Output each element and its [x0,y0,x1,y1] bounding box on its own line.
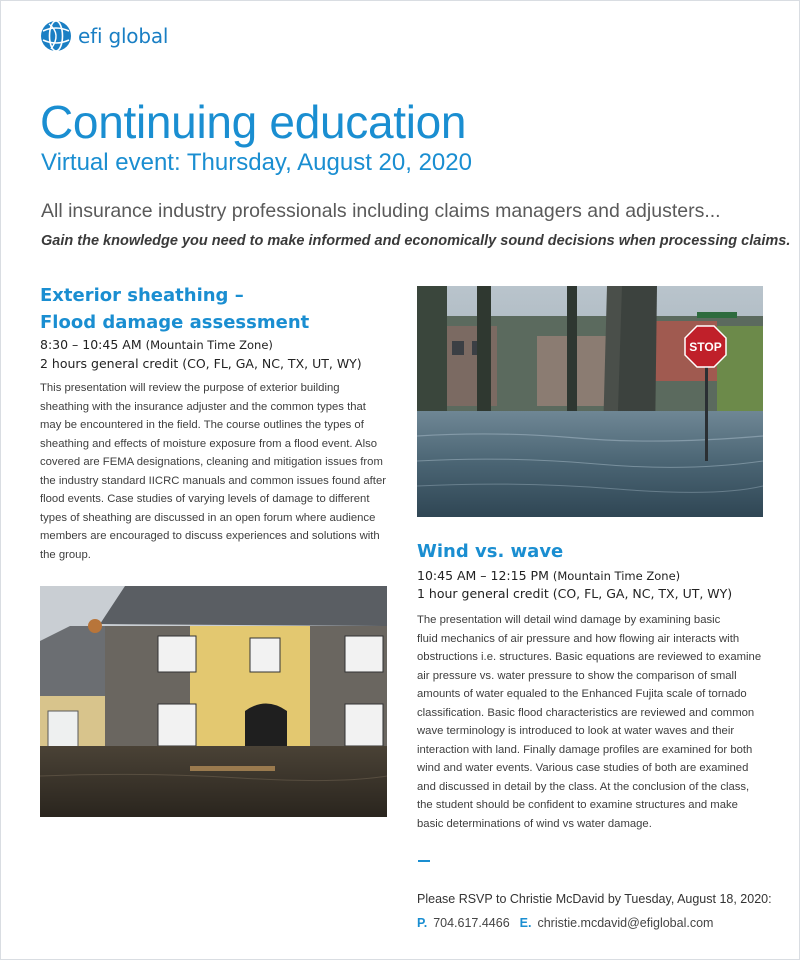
desc-line: air pressure vs. water pressure to show the comparison of small [417,669,737,682]
desc-line: wave terminology is introduced to look at water waves and their [417,725,735,737]
event-date: Virtual event: Thursday, August 20, 2020 [41,149,472,176]
accent-dash [418,860,430,862]
stop-sign-text: STOP [689,340,722,354]
section1-heading-line1: Exterior sheathing – [40,285,244,306]
flooded-house-photo [40,586,387,817]
section1-heading [40,282,370,336]
desc-line: the student should be confident to examine structures and make [417,799,738,811]
desc-line: the industry standard IICRC manuals and common issues found after [40,474,386,487]
section1-credit: 2 hours general credit (CO, FL, GA, NC, TX, UT, WY) [40,356,362,371]
desc-line: covered are FEMA designations, cleaning and mitigation issues from [40,456,383,468]
desc-line: and discussed in detail by the class. At the conclusion of the class, [417,780,750,793]
desc-line: types of sheathing are discussed in an open forum where audience [40,511,376,524]
section2-timezone: (Mountain Time Zone) [552,569,681,583]
desc-line: This presentation will review the purpose of exterior building [40,382,340,394]
section2-description [417,611,769,833]
rsvp-text: Please RSVP to Christie McDavid by Tuesday, August 18, 2020: [417,892,772,906]
page-title: Continuing education [40,96,467,148]
desc-line: interaction with land. Finally damage profiles are examined for both [417,743,753,756]
desc-line: sheathing and effects of moisture exposure from a flood event. Also [40,437,378,450]
desc-line: fluid mechanics of air pressure and how flowing air interacts with [417,632,740,645]
section2-time-range: 10:45 AM – 12:15 PM [417,568,549,583]
section1-timezone: (Mountain Time Zone) [145,338,273,352]
desc-line: flood events. Case studies of varying levels of damage to different [40,493,370,505]
desc-line: the group. [40,548,91,561]
section1-description [40,379,392,564]
email-label: E. [519,916,532,930]
phone-label: P. [417,916,428,930]
tagline: Gain the knowledge you need to make informed and economically sound decisions when processing claims. [41,233,791,249]
section1-heading-line2: Flood damage assessment [40,312,310,333]
efi-global-logo[interactable] [40,20,168,52]
desc-line: sheathing with the insurance adjuster and the common types that [40,400,366,413]
section1-time-range: 8:30 – 10:45 AM [40,337,142,352]
section2-credit: 1 hour general credit (CO, FL, GA, NC, TX, UT, WY) [417,586,733,601]
desc-line: The presentation will detail wind damage by examining basic [417,614,721,626]
desc-line: may be encountered in the field. The course outlines the types of [40,419,364,431]
section2-heading: Wind vs. wave [417,541,564,562]
phone-number[interactable]: 704.617.4466 [433,916,510,930]
brand-name: efi global [78,24,169,48]
section1-time [40,335,273,355]
desc-line: basic determinations of wind vs water damage. [417,817,652,830]
desc-line: classification. Basic flood characteristics are reviewed and common [417,706,755,719]
audience-text: All insurance industry professionals including claims managers and adjusters... [41,200,721,222]
desc-line: members are encouraged to discuss experiences and solutions with [40,530,380,542]
desc-line: wind and water events. Various case studies of both are examined [417,762,749,774]
desc-line: obstructions i.e. structures. Basic equations are reviewed to examine [417,651,762,663]
desc-line: amounts of water equaled to the Enhanced Fujita scale of tornado [417,688,747,700]
email-link[interactable]: christie.mcdavid@efiglobal.com [537,916,714,930]
flooded-street-photo [417,286,763,517]
contact-line [417,916,713,930]
globe-icon [40,20,72,52]
section2-time [417,566,680,586]
